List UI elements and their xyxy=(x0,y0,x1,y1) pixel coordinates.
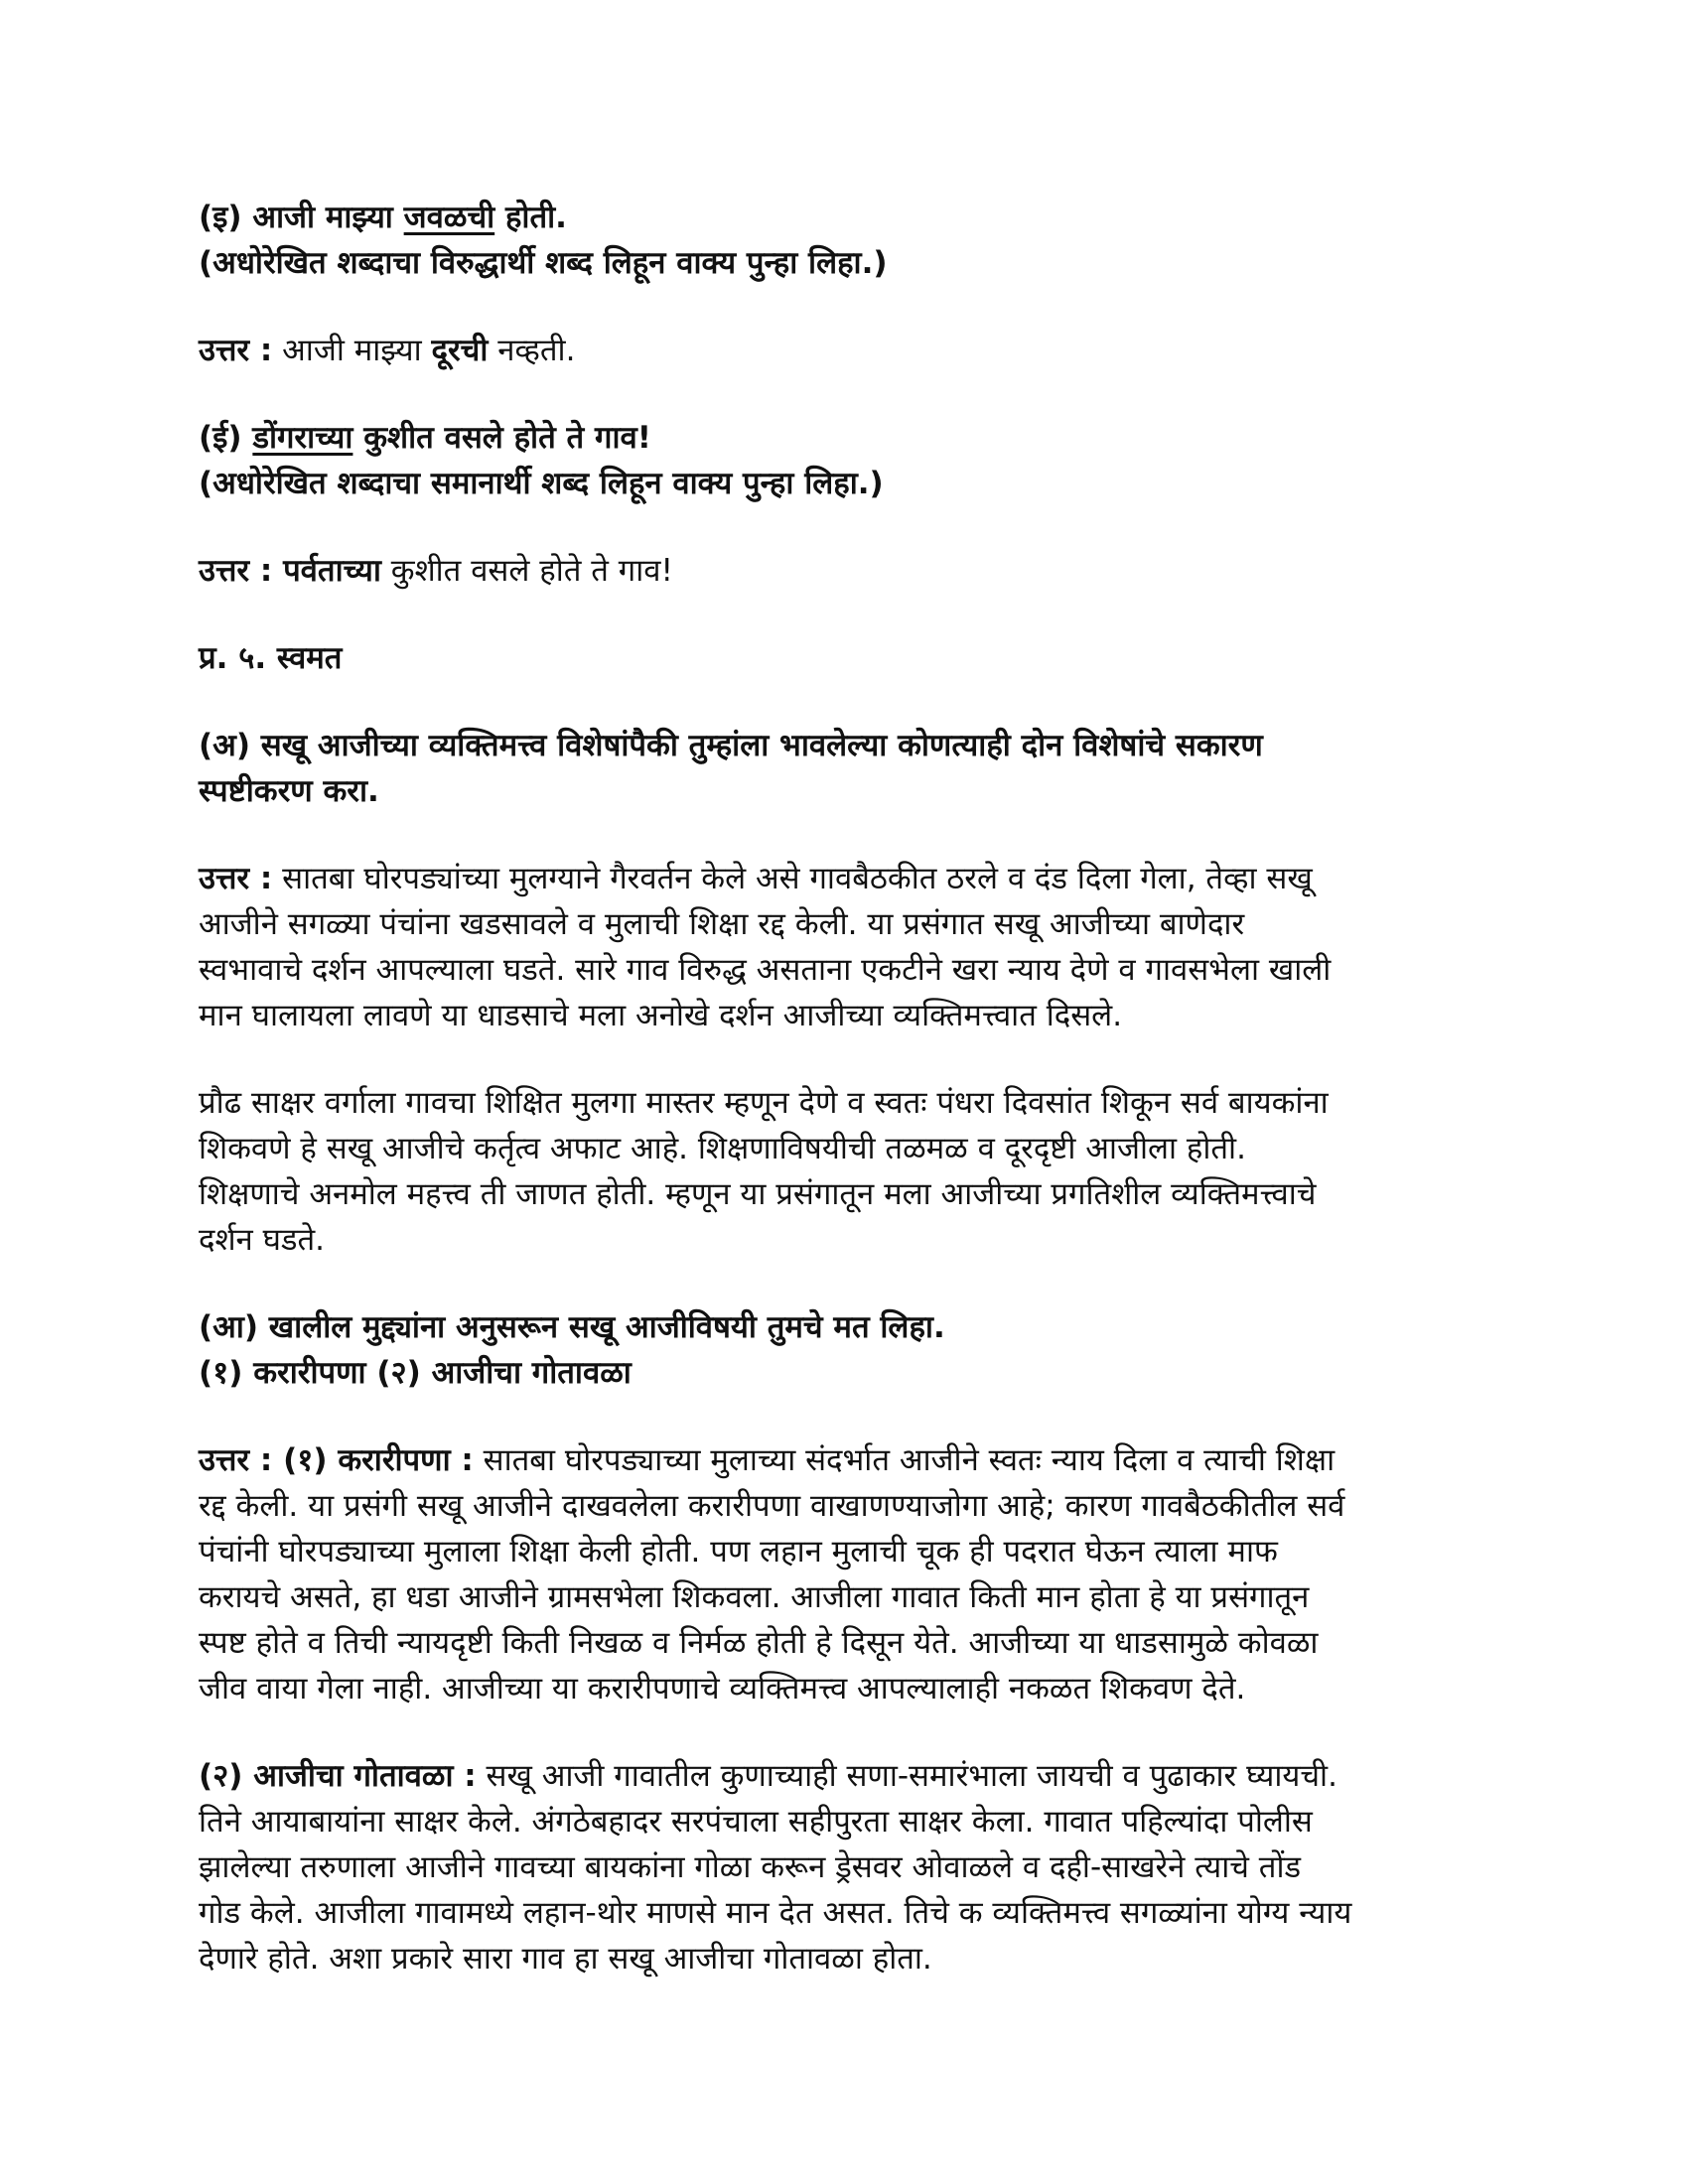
question-ii-suffix: कुशीत वसले होते ते गाव! xyxy=(352,420,651,456)
answer-aa2-line: गोड केले. आजीला गावामध्ये लहान-थोर माणसे मान देत असत. तिचे क व्यक्तिमत्त्व सगळ्यांना योग्य न्याय xyxy=(199,1895,1352,1931)
section-title: प्र. ५. स्वमत xyxy=(199,640,343,676)
answer-label: उत्तर : xyxy=(199,861,273,896)
answer-aa-part-1 xyxy=(199,1437,1489,1711)
answer-a-line: स्वभावाचे दर्शन आपल्याला घडते. सारे गाव विरुद्ध असताना एकटीने खरा न्याय देणे व गावसभेला खाली xyxy=(199,952,1332,988)
answer-i xyxy=(199,328,1489,373)
answer-aa1-label: उत्तर : (१) करारीपणा : xyxy=(199,1442,474,1478)
answer-a-line: मान घालायला लावणे या धाडसाचे मला अनोखे दर्शन आजीच्या व्यक्तिमत्त्वात दिसले. xyxy=(199,998,1123,1033)
answer-aa2-line: देणारे होते. अशा प्रकारे सारा गाव हा सखू आजीचा गोतावळा होता. xyxy=(199,1941,932,1977)
answer-aa2-text: सखू आजी गावातील कुणाच्याही सणा-समारंभाला जायची व पुढाकार घ्यायची. xyxy=(476,1758,1337,1794)
answer-a-line: शिक्षणाचे अनमोल महत्त्व ती जाणत होती. म्हणून या प्रसंगातून मला आजीच्या प्रगतिशील व्यक्तिमत्त्वाचे xyxy=(199,1176,1317,1212)
question-aa-line1: (आ) खालील मुद्द्यांना अनुसरून सखू आजीविषयी तुमचे मत लिहा. xyxy=(199,1309,945,1345)
answer-aa-part-2 xyxy=(199,1753,1489,1981)
answer-aa2-line: तिने आयाबायांना साक्षर केले. अंगठेबहादर सरपंचाला सहीपुरता साक्षर केला. गावात पहिल्यांदा पोलीस xyxy=(199,1804,1313,1840)
answer-a-line: आजीने सगळ्या पंचांना खडसावले व मुलाची शिक्षा रद्द केली. या प्रसंगात सखू आजीच्या बाणेदार xyxy=(199,906,1245,942)
answer-ii-text: कुशीत वसले होते ते गाव! xyxy=(380,553,673,589)
answer-i-bold-word: दूरची xyxy=(431,333,489,368)
answer-aa2-line: झालेल्या तरुणाला आजीने गावच्या बायकांना गोळा करून ड्रेसवर ओवाळले व दही-साखरेने त्याचे तोंड xyxy=(199,1849,1302,1885)
answer-i-text-pre: आजी माझ्या xyxy=(272,333,432,368)
answer-ii xyxy=(199,548,1489,594)
question-a-line1: (अ) सखू आजीच्या व्यक्तिमत्त्व विशेषांपैकी तुम्हांला भावलेल्या कोणत्याही दोन विशेषांचे सकारण xyxy=(199,728,1263,763)
answer-aa1-line: करायचे असते, हा धडा आजीने ग्रामसभेला शिकवला. आजीला गावात किती मान होता हे या प्रसंगातून xyxy=(199,1579,1310,1615)
question-ii-underlined-word: डोंगराच्या xyxy=(252,420,353,456)
answer-aa1-line: स्पष्ट होते व तिची न्यायदृष्टी किती निखळ व निर्मळ होती हे दिसून येते. आजीच्या या धाडसामुळे कोवळा xyxy=(199,1625,1319,1661)
question-aa-line2: (१) करारीपणा (२) आजीचा गोतावळा xyxy=(199,1355,632,1391)
answer-aa1-text: सातबा घोरपड्याच्या मुलाच्या संदर्भात आजीने स्वतः न्याय दिला व त्याची शिक्षा xyxy=(473,1442,1336,1478)
question-ii-prefix: (ई) xyxy=(199,420,253,456)
question-i-underlined-word: जवळची xyxy=(403,200,495,235)
answer-aa1-line: जीव वाया गेला नाही. आजीच्या या करारीपणाचे व्यक्तिमत्त्व आपल्यालाही नकळत शिकवण देते. xyxy=(199,1671,1246,1706)
answer-aa1-line: रद्द केली. या प्रसंगी सखू आजीने दाखवलेला करारीपणा वाखाणण्याजोगा आहे; कारण गावबैठकीतील सर्व xyxy=(199,1488,1345,1524)
answer-i-text-post: नव्हती. xyxy=(488,333,576,368)
answer-a-text: सातबा घोरपड्यांच्या मुलग्याने गैरवर्तन केले असे गावबैठकीत ठरले व दंड दिला गेला, तेव्हा सखू xyxy=(272,861,1313,896)
question-i xyxy=(199,195,1489,240)
answer-a-line: प्रौढ साक्षर वर्गाला गावचा शिक्षित मुलगा मास्तर म्हणून देणे व स्वतः पंधरा दिवसांत शिकून सर्व बायकांना xyxy=(199,1085,1329,1121)
answer-label: उत्तर : xyxy=(199,333,273,368)
question-a-line2: स्पष्टीकरण करा. xyxy=(199,773,379,809)
answer-aa2-label: (२) आजीचा गोतावळा : xyxy=(199,1758,477,1794)
question-i-prefix: (इ) आजी माझ्या xyxy=(199,200,404,235)
answer-a-paragraph-1 xyxy=(199,856,1489,1038)
answer-aa1-line xyxy=(199,1437,1489,1483)
answer-a-line: शिकवणे हे सखू आजीचे कर्तृत्व अफाट आहे. शिक्षणाविषयीची तळमळ व दूरदृष्टी आजीला होती. xyxy=(199,1131,1246,1166)
question-i-instruction: (अधोरेखित शब्दाचा विरुद्धार्थी शब्द लिहून वाक्य पुन्हा लिहा.) xyxy=(199,245,888,281)
answer-a-line: दर्शन घडते. xyxy=(199,1222,326,1258)
answer-aa2-line xyxy=(199,1753,1489,1799)
answer-ii-bold-word: पर्वताच्या xyxy=(283,553,381,589)
question-ii xyxy=(199,415,1489,461)
question-ii-instruction: (अधोरेखित शब्दाचा समानार्थी शब्द लिहून वाक्य पुन्हा लिहा.) xyxy=(199,466,884,501)
document-page xyxy=(199,195,1489,1981)
answer-label: उत्तर : xyxy=(199,553,284,589)
question-i-suffix: होती. xyxy=(494,200,567,235)
answer-a-line xyxy=(199,856,1489,901)
answer-aa1-line: पंचांनी घोरपड्याच्या मुलाला शिक्षा केली होती. पण लहान मुलाची चूक ही पदरात घेऊन त्याला माफ xyxy=(199,1534,1278,1570)
answer-a-paragraph-2 xyxy=(199,1080,1489,1263)
